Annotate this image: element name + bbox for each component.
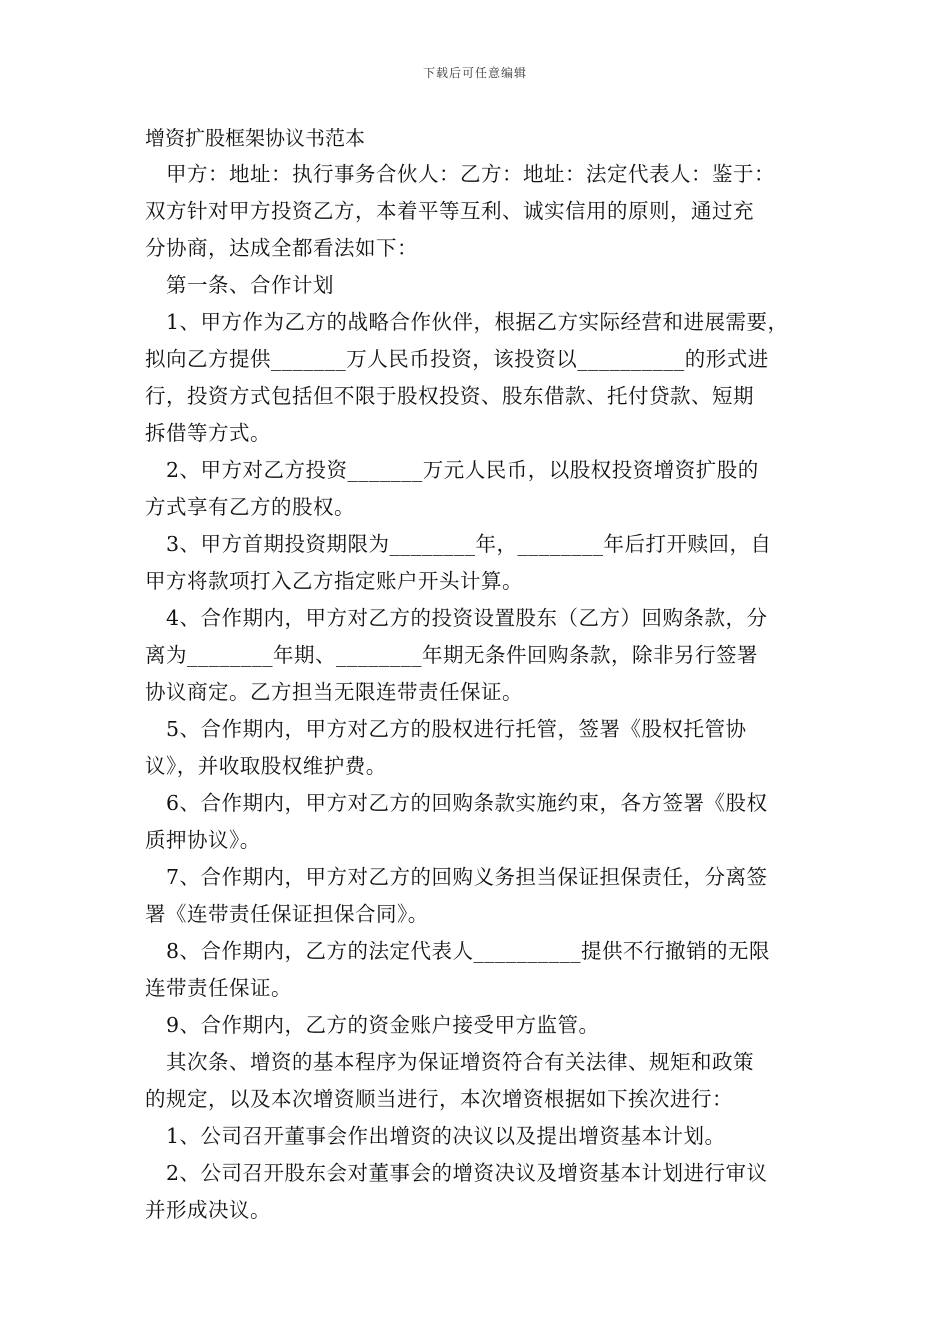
paragraph-line: 并形成决议。 bbox=[145, 1198, 271, 1222]
paragraph bbox=[145, 600, 815, 711]
paragraph-line: 议》，并收取股权维护费。 bbox=[145, 754, 387, 778]
document-title: 增资扩股框架协议书范本 bbox=[145, 126, 365, 150]
paragraph bbox=[145, 1007, 815, 1044]
page-header: 下载后可任意编辑 bbox=[422, 66, 527, 80]
paragraph-line: 质押协议》。 bbox=[145, 828, 261, 852]
paragraph-line: 双方针对甲方投资乙方，本着平等互利、诚实信用的原则，通过充 bbox=[145, 199, 754, 223]
paragraph bbox=[145, 933, 815, 1007]
paragraph-line: 甲方：地址：执行事务合伙人：乙方：地址：法定代表人：鉴于： bbox=[145, 162, 775, 186]
paragraph-list bbox=[145, 156, 815, 1229]
paragraph-line: 连带责任保证。 bbox=[145, 976, 292, 1000]
paragraph bbox=[145, 1118, 815, 1155]
paragraph-line: 1、公司召开董事会作出增资的决议以及提出增资基本计划。 bbox=[145, 1124, 726, 1148]
paragraph bbox=[145, 711, 815, 785]
paragraph-line: 署《连带责任保证担保合同》。 bbox=[145, 902, 429, 926]
paragraph-line: 方式享有乙方的股权。 bbox=[145, 495, 355, 519]
document-body bbox=[145, 120, 815, 1229]
paragraph-line: 甲方将款项打入乙方指定账户开头计算。 bbox=[145, 569, 523, 593]
paragraph bbox=[145, 526, 815, 600]
paragraph-line: 第一条、合作计划 bbox=[145, 273, 334, 297]
paragraph-line: 拟向乙方提供_______万人民币投资，该投资以__________的形式进 bbox=[145, 347, 769, 371]
paragraph bbox=[145, 267, 815, 304]
paragraph-line: 其次条、增资的基本程序为保证增资符合有关法律、规矩和政策 bbox=[145, 1050, 754, 1074]
paragraph bbox=[145, 452, 815, 526]
paragraph-line: 5、合作期内，甲方对乙方的股权进行托管，签署《股权托管协 bbox=[145, 717, 747, 741]
paragraph-line: 6、合作期内，甲方对乙方的回购条款实施约束，各方签署《股权 bbox=[145, 791, 768, 815]
paragraph-line: 行，投资方式包括但不限于股权投资、股东借款、托付贷款、短期 bbox=[145, 384, 754, 408]
paragraph-line: 协议商定。乙方担当无限连带责任保证。 bbox=[145, 680, 523, 704]
paragraph bbox=[145, 156, 815, 267]
paragraph bbox=[145, 785, 815, 859]
paragraph bbox=[145, 304, 815, 452]
paragraph-line: 1、甲方作为乙方的战略合作伙伴，根据乙方实际经营和进展需要， bbox=[145, 310, 789, 334]
paragraph-line: 7、合作期内，甲方对乙方的回购义务担当保证担保责任，分离签 bbox=[145, 865, 768, 889]
paragraph-line: 4、合作期内，甲方对乙方的投资设置股东（乙方）回购条款，分 bbox=[145, 606, 768, 630]
paragraph-line: 拆借等方式。 bbox=[145, 421, 271, 445]
paragraph-line: 9、合作期内，乙方的资金账户接受甲方监管。 bbox=[145, 1013, 600, 1037]
paragraph-line: 的规定，以及本次增资顺当进行，本次增资根据如下挨次进行： bbox=[145, 1087, 733, 1111]
paragraph-line: 离为________年期、________年期无条件回购条款，除非另行签署 bbox=[145, 643, 758, 667]
paragraph bbox=[145, 1155, 815, 1229]
paragraph bbox=[145, 1044, 815, 1118]
paragraph-line: 8、合作期内，乙方的法定代表人__________提供不行撤销的无限 bbox=[145, 939, 771, 963]
paragraph bbox=[145, 859, 815, 933]
paragraph-line: 3、甲方首期投资期限为________年，________年后打开赎回，自 bbox=[145, 532, 772, 556]
paragraph-line: 2、公司召开股东会对董事会的增资决议及增资基本计划进行审议 bbox=[145, 1161, 768, 1185]
paragraph-line: 2、甲方对乙方投资_______万元人民币，以股权投资增资扩股的 bbox=[145, 458, 759, 482]
paragraph-line: 分协商，达成全都看法如下： bbox=[145, 236, 418, 260]
